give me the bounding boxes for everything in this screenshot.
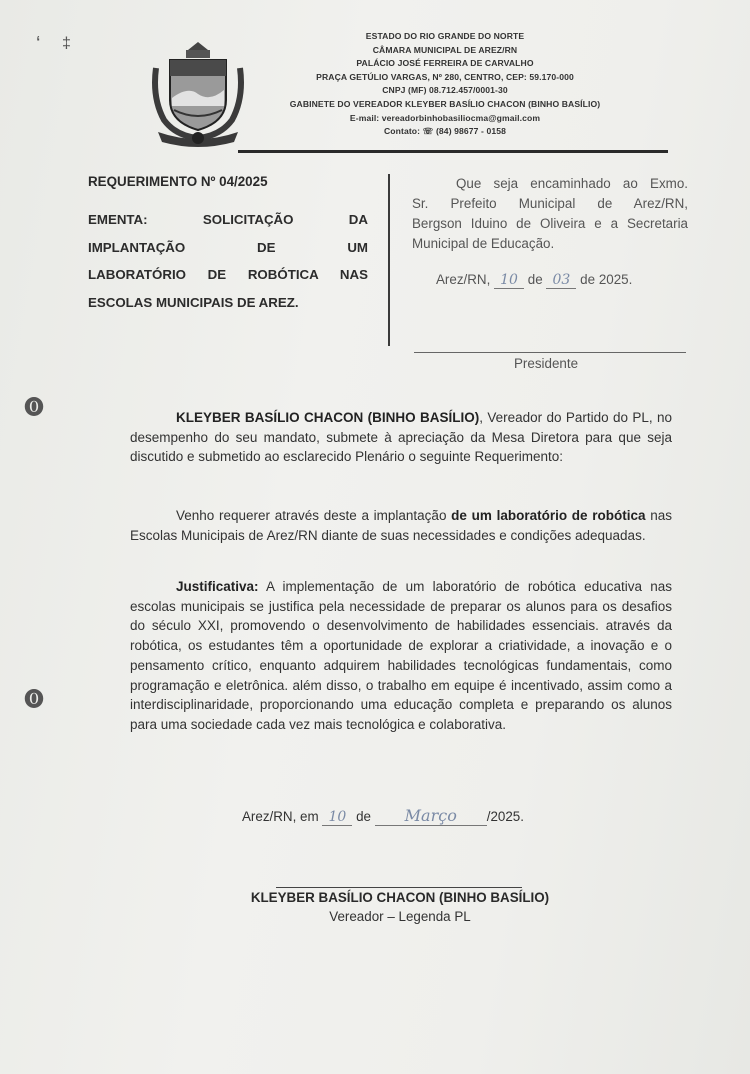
despacho-day-field — [494, 272, 524, 289]
despacho-de: de — [580, 272, 596, 287]
signer-name: KLEYBER BASÍLIO CHACON (BINHO BASÍLIO) — [250, 890, 550, 905]
coat-of-arms-icon — [148, 38, 248, 148]
letterhead-palace: PALÁCIO JOSÉ FERREIRA DE CARVALHO — [356, 58, 534, 69]
letterhead-chamber: CÂMARA MUNICIPAL DE AREZ/RN — [372, 44, 518, 55]
letterhead-office: GABINETE DO VEREADOR KLEYBER BASÍLIO CHACON (BINHO BASÍLIO) — [289, 98, 601, 109]
closing-year: /2025. — [486, 809, 524, 824]
despacho-date — [436, 272, 632, 289]
ementa-line: LABORATÓRIO DE ROBÓTICA NAS — [88, 267, 368, 283]
email-link[interactable]: vereadorbinhobasiliocma@gmail.com — [381, 112, 541, 123]
despacho-date-prefix: Arez/RN, — [436, 272, 491, 287]
request-text-end: nas Escolas Municipais de Arez/RN diante de suas necessidades e condições adequadas. — [130, 508, 672, 543]
closing-month: Março — [404, 806, 457, 825]
column-divider — [388, 174, 390, 346]
despacho-line: Municipal de Educação. — [412, 236, 555, 251]
closing-month-field — [375, 806, 487, 826]
scan-speck: ⓿ — [24, 689, 44, 711]
despacho-text — [412, 174, 688, 254]
letterhead-state: ESTADO DO RIO GRANDE DO NORTE — [365, 31, 525, 41]
body-paragraph-justification — [130, 577, 672, 735]
signature-line — [276, 887, 522, 888]
requerimento-number: REQUERIMENTO Nº 04/2025 — [88, 174, 268, 189]
justification-label: Justificativa: — [176, 579, 259, 594]
letterhead — [250, 30, 640, 139]
president-signature-line — [414, 352, 686, 353]
body-paragraph-request — [130, 506, 672, 545]
despacho-line: Bergson Iduino de Oliveira e a Secretaria — [412, 216, 688, 231]
contact-label: Contato: — [383, 126, 421, 137]
whatsapp-icon: ☏ — [422, 126, 434, 137]
ementa-line: ESCOLAS MUNICIPAIS DE AREZ. — [88, 294, 299, 310]
despacho-de: de — [527, 272, 543, 287]
despacho-month: 03 — [552, 272, 571, 288]
letterhead-address: PRAÇA GETÚLIO VARGAS, Nº 280, CENTRO, CEP: 59.170-000 — [316, 71, 574, 82]
request-text-start: Venho requerer através deste a implantação — [176, 508, 452, 523]
despacho-line: Que seja encaminhado ao Exmo. — [456, 176, 688, 191]
scan-speck: ‡ — [62, 35, 71, 52]
ementa-line: IMPLANTAÇÃO DE UM — [88, 239, 368, 255]
body-paragraph-intro — [130, 408, 672, 467]
president-label: Presidente — [514, 356, 579, 371]
request-highlight: de um laboratório de robótica — [451, 508, 646, 523]
ementa — [88, 206, 368, 316]
contact-phone: (84) 98677 - 0158 — [435, 126, 506, 137]
despacho-year: 2025. — [598, 272, 633, 287]
header-divider — [238, 150, 668, 153]
email-label: E-mail: — [349, 112, 380, 123]
letterhead-cnpj: CNPJ (MF) 08.712.457/0001-30 — [382, 85, 508, 96]
letterhead-contact-row — [250, 125, 640, 139]
despacho-day: 10 — [500, 272, 518, 288]
despacho-line: Sr. Prefeito Municipal de Arez/RN, — [412, 196, 688, 211]
requester-name: KLEYBER BASÍLIO CHACON (BINHO BASÍLIO) — [176, 410, 480, 425]
closing-day: 10 — [328, 809, 347, 825]
scan-speck: ‘ — [36, 33, 41, 55]
scan-speck: ⓿ — [24, 397, 44, 419]
closing-date — [242, 806, 524, 826]
despacho-month-field — [546, 272, 576, 289]
signer-role: Vereador – Legenda PL — [329, 909, 471, 924]
ementa-line: EMENTA: SOLICITAÇÃO DA — [88, 212, 368, 227]
intro-text: , Vereador do Partido do PL, no desempenho do seu mandato, submete à apreciação da Mesa Diretora para que seja discutido e submetido ao esclarecido Plenário o seguinte Requerimento: — [130, 410, 672, 465]
closing-de: de — [356, 809, 372, 824]
letterhead-email-row — [250, 112, 640, 126]
closing-day-field — [322, 809, 352, 826]
justification-text: A implementação de um laboratório de robótica educativa nas escolas municipais se justifica pela necessidade de preparar os alunos para os desafios do século XXI, promovendo o desenvolvimento de habilidades essenciais. através da robótica, os estudantes têm a oportunidade de explorar a criatividade, a inovação e o pensamento crítico, enquanto adquirem habilidades tecnológicas fundamentais, como programação e eletrônica. além disso, o trabalho em equipe é incentivado, assim como a interdisciplinaridade, proporcionando uma educação completa e preparando os alunos para uma sociedade cada vez mais tecnológica e colaborativa. — [130, 579, 672, 732]
closing-prefix: Arez/RN, em — [242, 809, 319, 824]
